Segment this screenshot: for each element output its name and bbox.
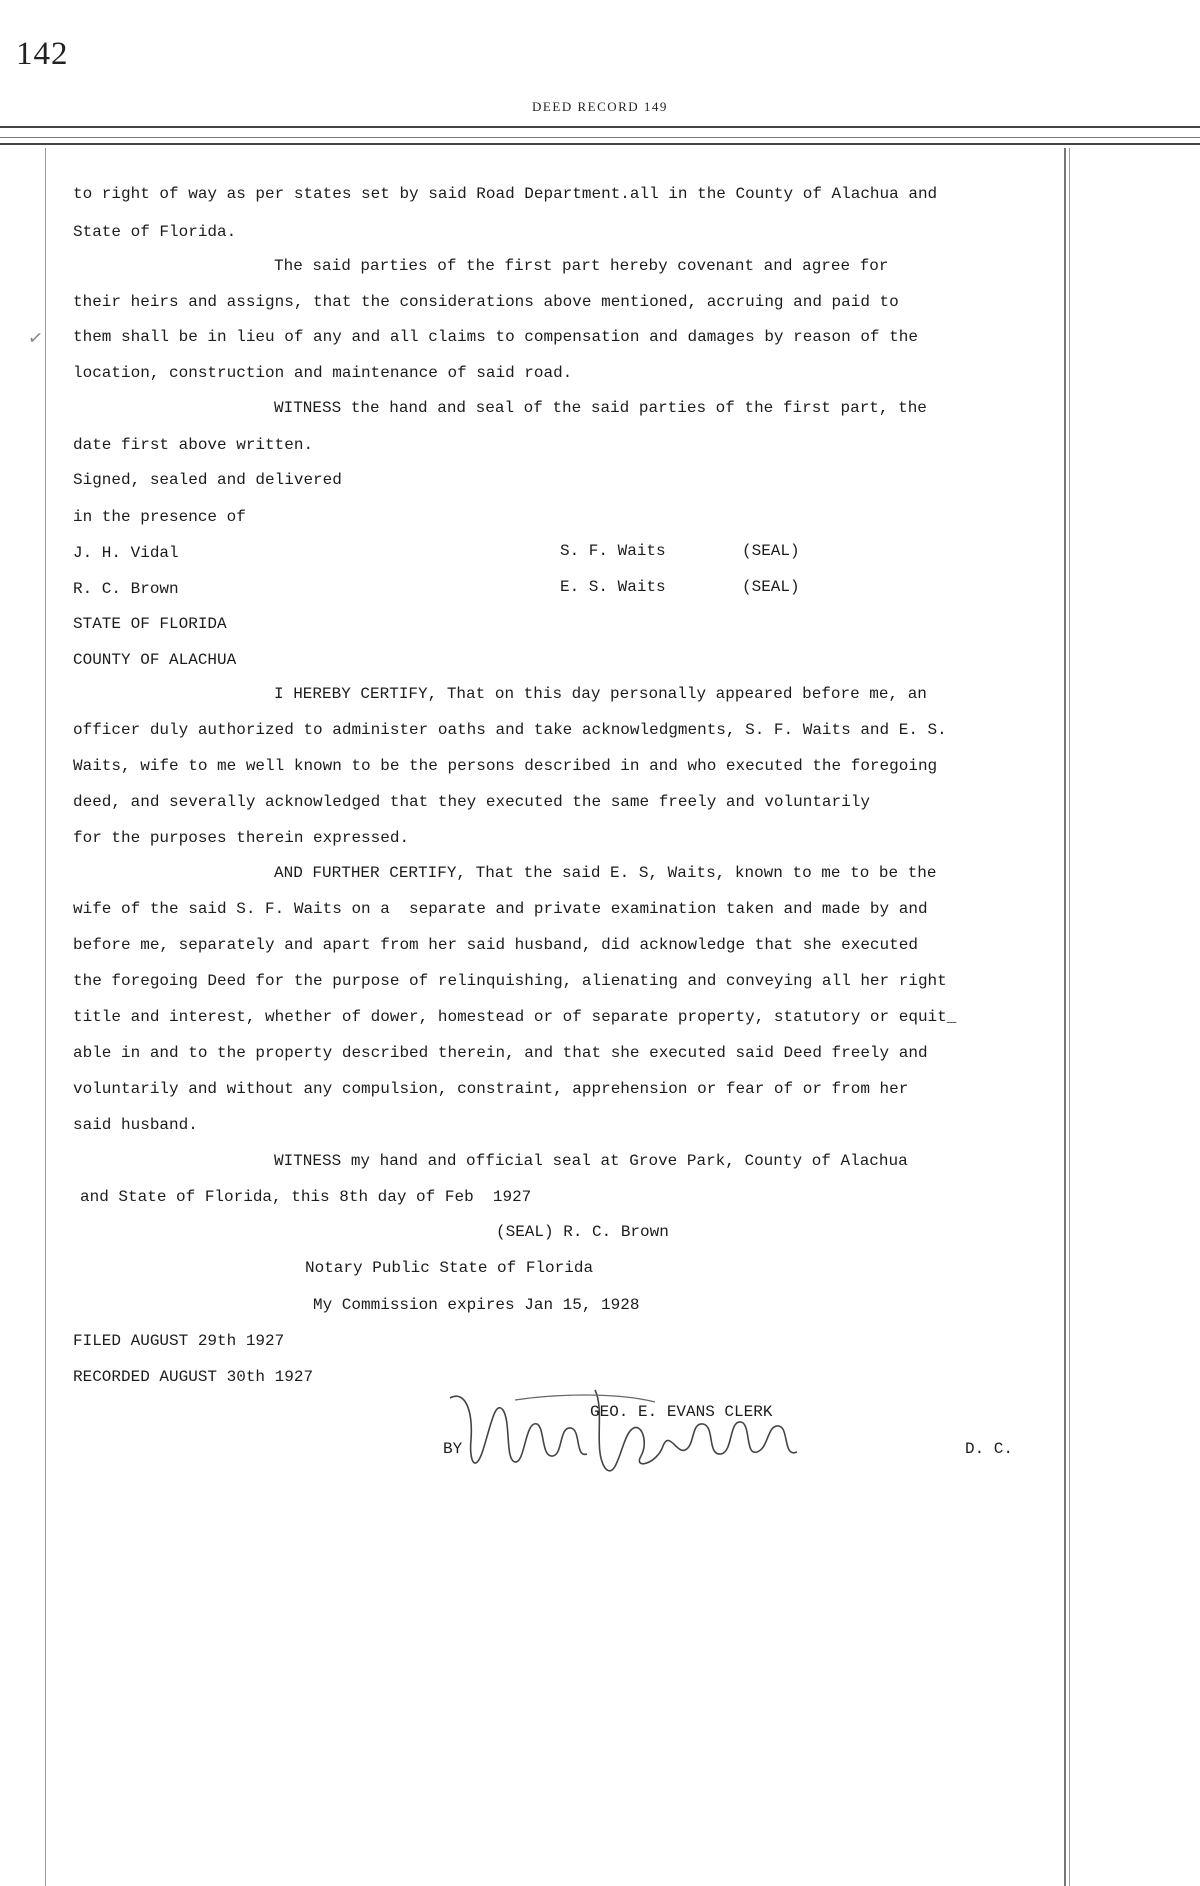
body-line: them shall be in lieu of any and all claims to compensation and damages by reason of the: [73, 328, 918, 346]
body-line: in the presence of: [73, 508, 246, 526]
notary-title: Notary Public State of Florida: [305, 1259, 594, 1277]
notary-commission: My Commission expires Jan 15, 1928: [313, 1296, 640, 1314]
body-line: before me, separately and apart from her said husband, did acknowledge that she executed: [73, 936, 918, 954]
right-margin-rule-outer: [1069, 148, 1070, 1886]
body-line: The said parties of the first part hereby covenant and agree for: [274, 257, 889, 275]
body-line: I HEREBY CERTIFY, That on this day personally appeared before me, an: [274, 685, 927, 703]
seal-label: (SEAL): [742, 542, 800, 560]
body-line: said husband.: [73, 1116, 198, 1134]
body-line: Waits, wife to me well known to be the persons described in and who executed the foregoing: [73, 757, 938, 775]
body-line: wife of the said S. F. Waits on a separate and private examination taken and made by and: [73, 900, 928, 918]
witness-name: R. C. Brown: [73, 580, 179, 598]
header-rule-bottom: [0, 143, 1200, 145]
body-line: their heirs and assigns, that the considerations above mentioned, accruing and paid to: [73, 293, 899, 311]
page-number: 142: [16, 36, 69, 72]
header-rule-middle: [0, 137, 1200, 138]
body-line: WITNESS my hand and official seal at Grove Park, County of Alachua: [274, 1152, 908, 1170]
body-line: deed, and severally acknowledged that they executed the same freely and voluntarily: [73, 793, 870, 811]
body-line: voluntarily and without any compulsion, constraint, apprehension or fear of or from her: [73, 1080, 909, 1098]
body-line: WITNESS the hand and seal of the said parties of the first part, the: [274, 399, 927, 417]
recorded-date: RECORDED AUGUST 30th 1927: [73, 1368, 314, 1386]
body-line: to right of way as per states set by said Road Department.all in the County of Alachua and: [73, 185, 938, 203]
body-line: Signed, sealed and delivered: [73, 471, 342, 489]
margin-check-icon: ✓: [26, 327, 45, 350]
county-heading: COUNTY OF ALACHUA: [73, 651, 237, 669]
notary-seal-name: (SEAL) R. C. Brown: [496, 1223, 669, 1241]
body-line: title and interest, whether of dower, homestead or of separate property, statutory or equit_: [73, 1008, 957, 1026]
filed-date: FILED AUGUST 29th 1927: [73, 1332, 285, 1350]
signer-name: E. S. Waits: [560, 578, 666, 596]
deputy-clerk-label: D. C.: [965, 1440, 1014, 1458]
by-label: BY: [443, 1440, 463, 1458]
state-heading: STATE OF FLORIDA: [73, 615, 227, 633]
body-line: location, construction and maintenance of said road.: [73, 364, 573, 382]
left-margin-rule: [45, 148, 46, 1886]
body-line: date first above written.: [73, 436, 314, 454]
record-title: DEED RECORD 149: [532, 99, 668, 114]
body-line: the foregoing Deed for the purpose of relinquishing, alienating and conveying all her right: [73, 972, 947, 990]
signer-name: S. F. Waits: [560, 542, 666, 560]
body-line: State of Florida.: [73, 223, 237, 241]
clerk-signature: [445, 1380, 805, 1490]
body-line: and State of Florida, this 8th day of Feb 1927: [80, 1188, 532, 1206]
clerk-name: GEO. E. EVANS CLERK: [590, 1403, 773, 1421]
right-margin-rule-inner: [1064, 148, 1066, 1886]
header-rule-top: [0, 126, 1200, 128]
body-line: officer duly authorized to administer oaths and take acknowledgments, S. F. Waits and E. S.: [73, 721, 947, 739]
seal-label: (SEAL): [742, 578, 800, 596]
body-line: for the purposes therein expressed.: [73, 829, 410, 847]
body-line: AND FURTHER CERTIFY, That the said E. S, Waits, known to me to be the: [274, 864, 937, 882]
body-line: able in and to the property described therein, and that she executed said Deed freely and: [73, 1044, 928, 1062]
witness-name: J. H. Vidal: [73, 544, 179, 562]
